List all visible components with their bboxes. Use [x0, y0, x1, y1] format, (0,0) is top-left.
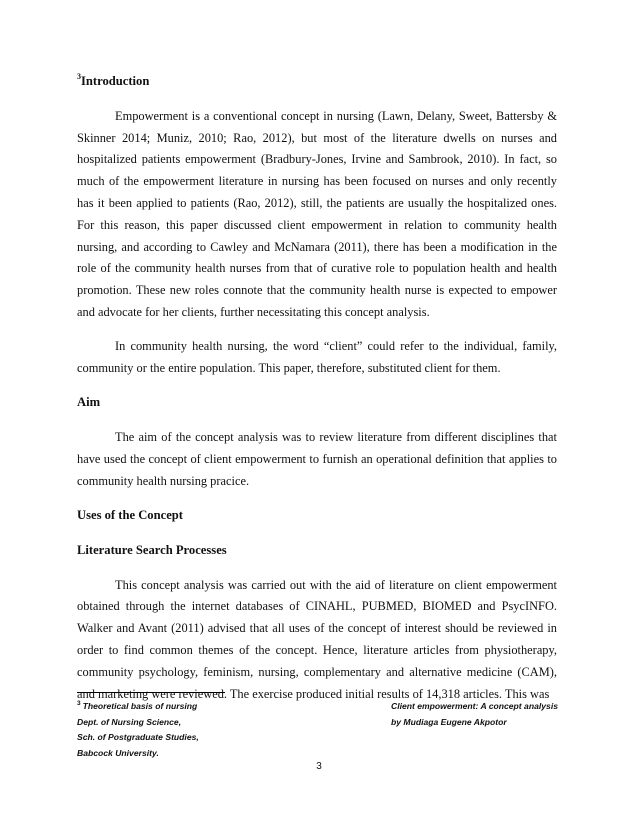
footnote-marker: 3: [77, 72, 81, 81]
footnote-left-line3: Sch. of Postgraduate Studies,: [77, 732, 199, 742]
heading-aim: Aim: [77, 395, 101, 410]
footnote-right-line1: Client empowerment: A concept analysis: [391, 701, 558, 711]
footnote-left-line4: Babcock University.: [77, 747, 159, 758]
footnote-left-line2: Dept. of Nursing Science,: [77, 716, 182, 727]
heading-uses: Uses of the Concept: [77, 508, 183, 523]
paragraph-intro-2: In community health nursing, the word “client” could refer to the individual, family, community or the entire population. This paper, therefore, substituted client for them.: [77, 339, 557, 376]
paragraph-intro-1: Empowerment is a conventional concept in nursing (Lawn, Delany, Sweet, Battersby & Skinner 2014; Muniz, 2010; Rao, 2012), but most of the literature dwells on nurses and hospitalized patients empowerment (Bradbury-Jones, Irvine and Sambrook, 2010). In fact, so much of the empowerment literature in nursing has been focused on nurses and only recently has it been applied to patients (Rao, 2012), still, the patients are usually the hospitalized ones. For this reason, this paper discussed client empowerment in relation to community health nursing, and according to Cawley and McNamara (2011), there has been a modification in the role of the community health nurses from that of curative role to population health and health promotion. These new roles connote that the community health nurse is expected to empower and advocate for her clients, further necessitating this concept analysis.: [77, 108, 557, 319]
paragraph-search: This concept analysis was carried out with the aid of literature on client empowerment obtained through the internet databases of CINAHL, PUBMED, BIOMED and PsycINFO. Walker and Avant (2011) advised that all uses of the concept of interest should be reviewed in order to find common themes of the concept. Hence, literature articles from physiotherapy, community psychology, feminism, nursing, complementary and alternative medicine (CAM), and marketing were reviewed. The exercise produced initial results of 14,318 articles. This was: [77, 577, 557, 701]
body-text: [77, 71, 557, 718]
heading-literature-search: Literature Search Processes: [77, 542, 227, 557]
paragraph-aim: The aim of the concept analysis was to review literature from different disciplines that have used the concept of client empowerment to furnish an operational definition that applies to community health nursing pracice.: [77, 430, 557, 488]
heading-introduction: $^3$Introduction: [77, 72, 150, 88]
footnote-right-line2: by Mudiaga Eugene Akpotor: [391, 716, 507, 727]
footnote-left-marker: 3: [77, 700, 81, 707]
footnote-left: [77, 699, 199, 761]
footnote-right: [391, 699, 558, 730]
footnote-divider: [77, 692, 225, 693]
footnote-left-line1: Theoretical basis of nursing: [82, 701, 198, 711]
page-number: 3: [316, 761, 322, 772]
